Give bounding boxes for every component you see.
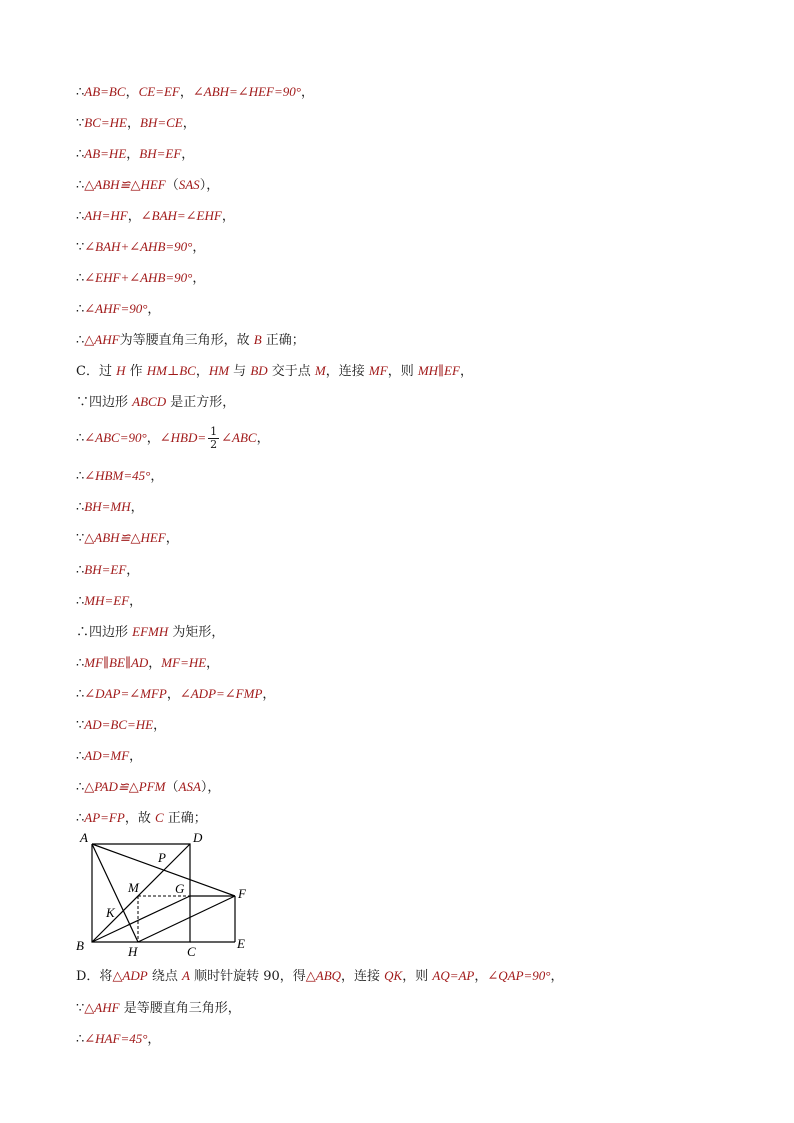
proof-line-8: ∴∠AHF=90°， bbox=[76, 301, 161, 317]
label-h: H bbox=[128, 944, 138, 959]
proof-line-22: ∴AD=MF， bbox=[76, 748, 143, 764]
label-g: G bbox=[175, 881, 185, 896]
proof-line-27: ∴∠HAF=45°， bbox=[76, 1031, 161, 1047]
proof-line-5: ∴AH=HF，∠BAH=∠EHF， bbox=[76, 208, 235, 224]
fraction-one-half: $\frac{1}{2}$ bbox=[210, 425, 218, 451]
proof-line-7: ∴∠EHF+∠AHB=90°， bbox=[76, 270, 206, 286]
proof-line-16: ∴BH=EF， bbox=[76, 562, 140, 578]
proof-line-18: ∴四边形 EFMH 为矩形， bbox=[76, 624, 225, 640]
proof-line-2: ∵BC=HE，BH=CE， bbox=[76, 115, 196, 131]
proof-line-20: ∴∠DAP=∠MFP，∠ADP=∠FMP， bbox=[76, 686, 276, 702]
proof-line-1: ∴AB=BC，CE=EF，∠ABH=∠HEF=90°， bbox=[76, 84, 314, 100]
proof-line-21: ∵AD=BC=HE， bbox=[76, 717, 167, 733]
label-m: M bbox=[128, 880, 139, 895]
proof-line-11: ∵四边形 ABCD 是正方形， bbox=[76, 394, 236, 410]
proof-line-13: ∴∠HBM=45°， bbox=[76, 468, 164, 484]
label-b: B bbox=[76, 938, 84, 953]
proof-line-24: ∴AP=FP，故 C 正确； bbox=[76, 810, 207, 826]
geometry-figure bbox=[72, 830, 262, 960]
label-e: E bbox=[237, 936, 245, 951]
label-a: A bbox=[80, 830, 88, 845]
segment-hf bbox=[138, 896, 235, 942]
proof-line-14: ∴BH=MH， bbox=[76, 499, 144, 515]
label-d: D bbox=[193, 830, 203, 845]
label-p: P bbox=[158, 850, 166, 865]
proof-line-25: D．将△ADP 绕点 A 顺时针旋转 90，得△ABQ，连接 QK，则 AQ=AP，∠QAP=90°， bbox=[76, 968, 564, 984]
proof-line-10: C．过 H 作 HM⊥BC，HM 与 BD 交于点 M，连接 MF，则 MH∥EF， bbox=[76, 363, 473, 379]
label-f: F bbox=[238, 886, 246, 901]
proof-line-17: ∴MH=EF， bbox=[76, 593, 143, 609]
label-c: C bbox=[187, 944, 196, 959]
proof-line-9: ∴△AHF为等腰直角三角形，故 B 正确； bbox=[76, 332, 305, 348]
proof-line-19: ∴MF∥BE∥AD，MF=HE， bbox=[76, 655, 220, 671]
proof-line-15: ∵△ABH≌△HEF， bbox=[76, 530, 179, 546]
proof-line-4: ∴△ABH≌△HEF（SAS）， bbox=[76, 177, 220, 193]
proof-line-23: ∴△PAD≌△PFM（ASA）， bbox=[76, 779, 221, 795]
proof-line-26: ∵△AHF 是等腰直角三角形， bbox=[76, 1000, 241, 1016]
proof-line-6: ∵∠BAH+∠AHB=90°， bbox=[76, 239, 206, 255]
proof-line-3: ∴AB=HE，BH=EF， bbox=[76, 146, 195, 162]
label-k: K bbox=[106, 905, 115, 920]
proof-line-12: ∴∠ABC=90°，∠HBD= $\frac{1}{2}$ ∠ABC， bbox=[76, 425, 270, 451]
